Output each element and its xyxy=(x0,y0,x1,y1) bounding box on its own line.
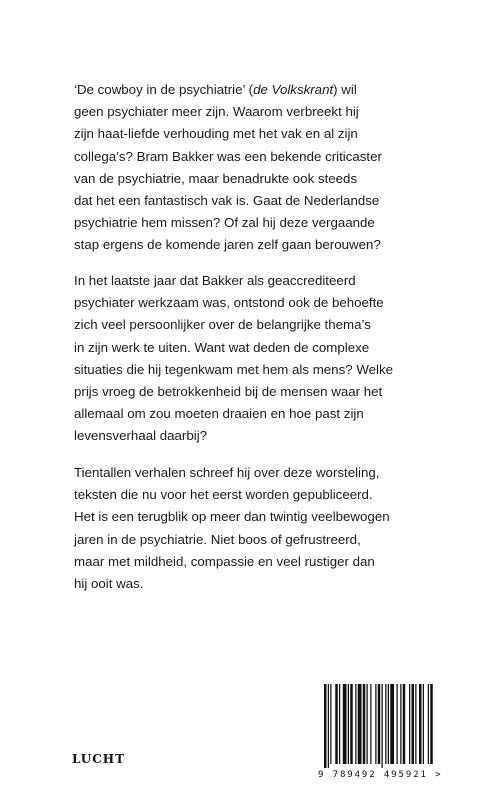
barcode-bar xyxy=(382,684,383,768)
barcode-bar xyxy=(423,684,424,764)
blurb-line: prijs vroeg de betrokkenheid bij de mensen waar het xyxy=(74,384,383,400)
blurb-line: levensverhaal daarbij? xyxy=(74,428,208,444)
barcode-bar xyxy=(358,684,362,764)
blurb-line: van de psychiatrie, maar benadrukte ook steeds xyxy=(74,170,358,186)
blurb-line xyxy=(74,79,434,101)
blurb-line: teksten die nu voor het eerst worden gepubliceerd. xyxy=(74,487,373,503)
barcode-bar xyxy=(415,684,416,764)
barcode-bar xyxy=(403,684,406,764)
blurb-paragraph-1 xyxy=(74,79,434,257)
barcode-bar xyxy=(388,684,389,764)
barcode-bar xyxy=(409,684,410,764)
barcode-bar xyxy=(419,684,422,764)
blurb-line: Tientallen verhalen schreef hij over deze worsteling, xyxy=(74,465,380,480)
barcode-bars-icon xyxy=(318,684,438,768)
blurb-line: collega’s? Bram Bakker was een bekende criticaster xyxy=(74,148,382,164)
blurb-line: in zijn werk te uiten. Want wat deden de complexe xyxy=(74,339,370,355)
barcode-bar xyxy=(350,684,353,764)
blurb-line: psychiatrie hem missen? Of zal hij deze vergaande xyxy=(74,215,375,231)
barcode-bar xyxy=(428,684,429,764)
barcode-bar xyxy=(370,684,371,764)
blurb-line: hij ooit was. xyxy=(74,576,144,592)
blurb-line: In het laatste jaar dat Bakker als geaccrediteerd xyxy=(74,273,356,288)
quote-text: ‘De cowboy in de psychiatrie’ ( xyxy=(74,82,254,97)
barcode-bar xyxy=(385,684,386,764)
blurb-paragraph-3 xyxy=(74,462,434,595)
blurb-line: Het is een terugblik op meer dan twintig veelbewogen xyxy=(74,509,390,525)
blurb-line: stap ergens de komende jaren zelf gaan berouwen? xyxy=(74,237,381,253)
blurb-line: jaren in de psychiatrie. Niet boos of gefrustreerd, xyxy=(74,531,361,547)
source-italic: de Volkskrant xyxy=(253,82,334,97)
blurb-line: psychiater werkzaam was, ontstond ook de behoefte xyxy=(74,295,384,311)
barcode-bar xyxy=(363,684,366,764)
blurb-line: dat het een fantastisch vak is. Gaat de Nederlandse xyxy=(74,193,380,209)
isbn-barcode xyxy=(318,684,443,782)
blurb-paragraph-2 xyxy=(74,270,434,448)
barcode-bar xyxy=(430,684,433,764)
barcode-bar xyxy=(367,684,368,764)
barcode-bar xyxy=(355,684,356,764)
blurb-line: geen psychiater meer zijn. Waarom verbreekt hij xyxy=(74,104,359,120)
isbn-number: 9 789492 495921 > xyxy=(318,770,443,780)
barcode-bar xyxy=(324,684,327,768)
barcode-bar xyxy=(412,684,415,764)
publisher-logo: LUCHT xyxy=(72,752,126,766)
blurb-line: maar met mildheid, compassie en veel rustiger dan xyxy=(74,553,375,569)
blurb-line: zich veel persoonlijker over de belangrijke thema’s xyxy=(74,317,371,333)
barcode-bar xyxy=(390,684,394,764)
barcode-bar xyxy=(335,684,338,764)
quote-suffix: ) wil xyxy=(333,82,357,97)
barcode-bar xyxy=(378,684,381,764)
barcode-bar xyxy=(330,684,331,764)
blurb-line: allemaal om zou moeten draaien en hoe past zijn xyxy=(74,406,364,422)
barcode-bar xyxy=(375,684,376,764)
barcode-bar xyxy=(339,684,340,764)
barcode-bar xyxy=(343,684,347,764)
barcode-bar xyxy=(397,684,398,764)
blurb-line: situaties die hij tegenkwam met hem als mens? Welke xyxy=(74,361,394,377)
blurb-line: zijn haat-liefde verhouding met het vak en al zijn xyxy=(74,126,358,142)
barcode-bar xyxy=(348,684,349,764)
barcode-bar xyxy=(400,684,401,764)
barcode-bar xyxy=(328,684,329,768)
